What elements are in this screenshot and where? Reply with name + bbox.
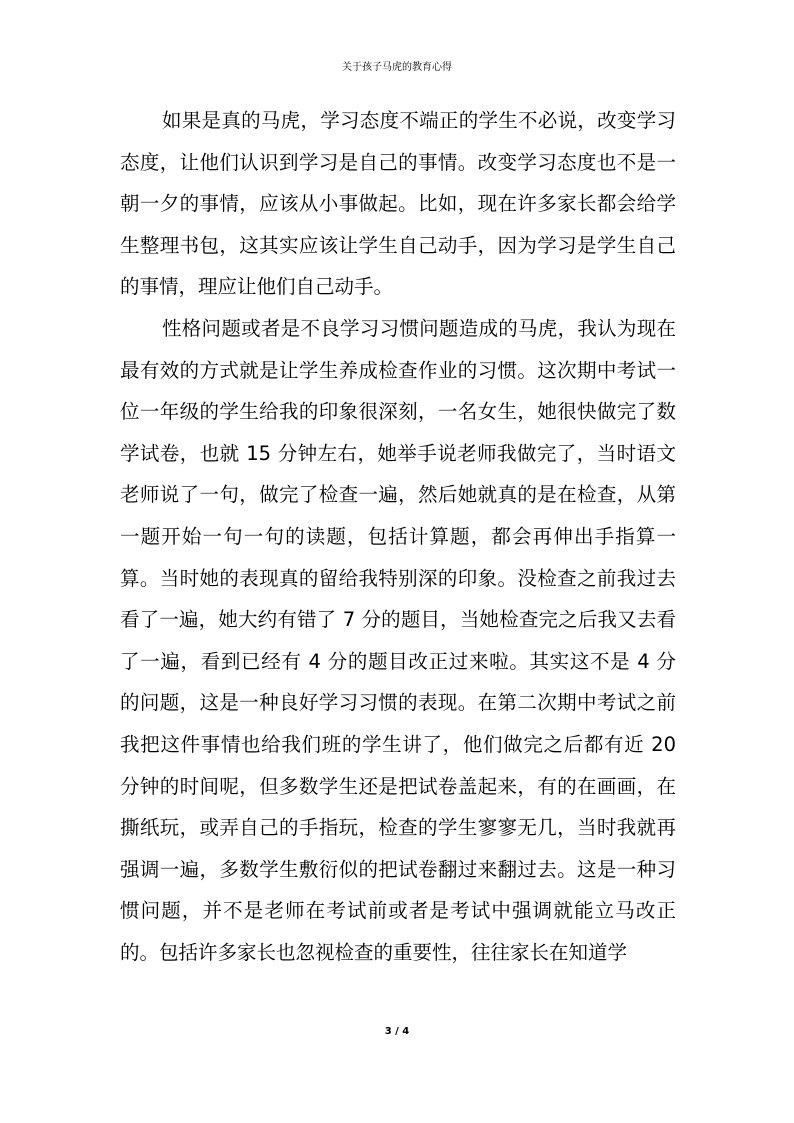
page-number: 3 / 4 — [384, 1026, 410, 1037]
paragraph-habits: 性格问题或者是不良学习习惯问题造成的马虎，我认为现在最有效的方式就是让学生养成检查作业的习惯。这次期中考试一位一年级的学生给我的印象很深刻，一名女生，她很快做完了数学试卷，也就 15 分钟左右，她举手说老师我做完了，当时语文老师说了一句，做完了检查一遍，然后她就真的是在检查，从第一题开始一句一句的读题，包括计算题，都会再伸出手指算一算。当时她的表现真的留给我特别深的印象。没检查之前我过去看了一遍，她大约有错了 7 分的题目，当她检查完之后我又去看了一遍，看到已经有 4 分的题目改正过来啦。其实这不是 4 分的问题，这是一种良好学习习惯的表现。在第二次期中考试之前我把这件事情也给我们班的学生讲了，他们做完之后都有近 20 分钟的时间呢，但多数学生还是把试卷盖起来，有的在画画，在撕纸玩，或弄自己的手指玩，检查的学生寥寥无几，当时我就再强调一遍，多数学生敷衍似的把试卷翻过来翻过去。这是一种习惯问题，并不是老师在考试前或者是考试中强调就能立马改正的。包括许多家长也忽视检查的重要性，往往家长在知道学 — [120, 316, 676, 964]
document-body — [120, 100, 676, 973]
paragraph-attitude: 如果是真的马虎，学习态度不端正的学生不必说，改变学习态度，让他们认识到学习是自己的事情。改变学习态度也不是一朝一夕的事情，应该从小事做起。比如，现在许多家长都会给学生整理书包，这其实应该让学生自己动手，因为学习是学生自己的事情，理应让他们自己动手。 — [120, 109, 676, 299]
page-header-title: 关于孩子马虎的教育心得 — [342, 62, 452, 73]
